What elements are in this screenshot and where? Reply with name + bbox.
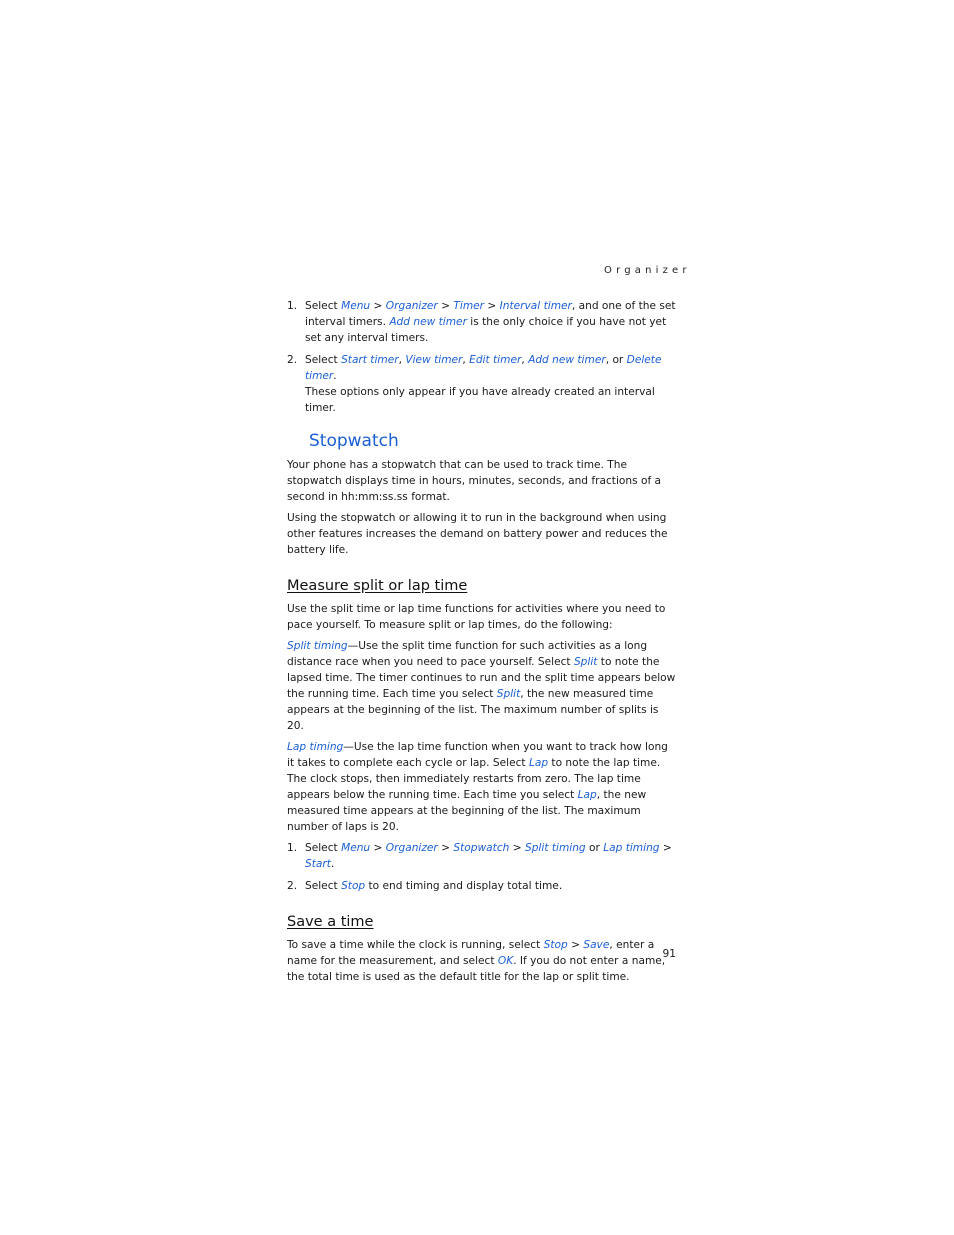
step-text xyxy=(305,354,661,382)
measure-steps xyxy=(287,840,677,894)
text-run: . xyxy=(330,858,335,870)
text-run: to note the lapsed time. The timer continues to run and the split time appears below the running time. Each time you select xyxy=(287,656,676,700)
step-text xyxy=(305,842,672,870)
text-run: > xyxy=(659,842,672,854)
step-number: 1. xyxy=(287,842,298,854)
text-run: to note the lap time. The clock stops, then immediately restarts from zero. The lap time appears below the running time. Each time you select xyxy=(287,757,661,801)
text-run: , xyxy=(521,354,529,366)
menu-term: Organizer xyxy=(385,300,438,312)
stopwatch-paragraph: Your phone has a stopwatch that can be used to track time. The stopwatch displays time in hours, minutes, seconds, and fractions of a second in hh:mm:ss.ss format. xyxy=(287,459,662,503)
menu-term: View timer xyxy=(405,354,463,366)
menu-term: Lap xyxy=(528,757,549,769)
page-body xyxy=(287,298,677,990)
text-run: > xyxy=(370,300,386,312)
text-run: , the new measured time appears at the beginning of the list. The maximum number of laps is 20. xyxy=(287,789,647,833)
menu-term: Timer xyxy=(453,300,485,312)
text-run: > xyxy=(437,842,454,854)
text-run: Select xyxy=(305,354,342,366)
text-run: , xyxy=(462,354,470,366)
text-run: , the new measured time appears at the beginning of the list. The maximum number of splits is 20. xyxy=(287,688,659,732)
text-run: or xyxy=(585,842,604,854)
lap-timing-paragraph xyxy=(287,739,677,835)
menu-term: Interval timer xyxy=(499,300,572,312)
menu-term: Lap xyxy=(577,789,597,801)
text-run: —Use the lap time function when you want to track how long it takes to complete each cycle or lap. Select xyxy=(287,741,668,769)
menu-term: Start timer xyxy=(341,354,399,366)
text-run: , enter a name for the measurement, and select xyxy=(287,939,655,967)
step-text xyxy=(305,880,562,892)
menu-term: Organizer xyxy=(385,842,438,854)
text-run: . xyxy=(333,370,337,382)
stopwatch-heading: Stopwatch xyxy=(309,431,399,451)
menu-term: Split timing xyxy=(287,640,348,652)
step-number: 1. xyxy=(287,300,298,312)
save-heading: Save a time xyxy=(287,914,374,930)
text-run: To save a time while the clock is running, select xyxy=(287,939,544,951)
text-run: is the only choice if you have not yet set any interval timers. xyxy=(305,316,667,344)
split-timing-paragraph xyxy=(287,638,677,734)
text-run: , or xyxy=(605,354,627,366)
text-run: . If you do not enter a name, the total time is used as the default title for the lap or split time. xyxy=(287,955,666,983)
save-paragraph xyxy=(287,937,677,985)
text-run: —Use the split time function for such activities as a long distance race when you need to pace yourself. Select xyxy=(287,640,648,668)
menu-term: Add new timer xyxy=(528,354,606,366)
text-run: , and one of the set interval timers. xyxy=(305,300,676,328)
text-run: to end timing and display total time. xyxy=(365,880,563,892)
step-item xyxy=(287,878,677,894)
menu-term: Delete timer xyxy=(305,354,662,382)
text-run: Select xyxy=(305,842,342,854)
page-number: 91 xyxy=(662,948,676,960)
step-item xyxy=(287,352,677,416)
menu-term: Stop xyxy=(341,880,366,892)
step-number: 2. xyxy=(287,880,298,892)
menu-term: Add new timer xyxy=(389,316,467,328)
interval-timer-steps xyxy=(287,298,677,416)
step-item xyxy=(287,840,677,872)
measure-heading: Measure split or lap time xyxy=(287,578,468,594)
menu-term: Edit timer xyxy=(469,354,522,366)
step-note: These options only appear if you have already created an interval timer. xyxy=(305,386,655,414)
menu-term: Save xyxy=(583,939,610,951)
menu-term: Lap timing xyxy=(287,741,344,753)
menu-term: Split xyxy=(496,688,521,700)
menu-term: Split timing xyxy=(524,842,586,854)
stopwatch-paragraph: Using the stopwatch or allowing it to run in the background when using other features increases the demand on battery power and reduces the battery life. xyxy=(287,512,668,556)
step-item xyxy=(287,298,677,346)
menu-term: Stopwatch xyxy=(453,842,510,854)
menu-term: Start xyxy=(305,858,331,870)
menu-term: Lap timing xyxy=(603,842,660,854)
menu-term: OK xyxy=(497,955,514,967)
measure-intro: Use the split time or lap time functions for activities where you need to pace yourself. To measure split or lap times, do the following: xyxy=(287,603,666,631)
menu-term: Menu xyxy=(341,300,371,312)
text-run: > xyxy=(567,939,584,951)
text-run: Select xyxy=(305,300,342,312)
text-run: , xyxy=(398,354,406,366)
text-run: > xyxy=(484,300,500,312)
running-head: Organizer xyxy=(604,265,691,276)
menu-term: Split xyxy=(573,656,598,668)
text-run: > xyxy=(437,300,454,312)
text-run: Select xyxy=(305,880,342,892)
text-run: > xyxy=(509,842,525,854)
menu-term: Menu xyxy=(341,842,371,854)
menu-term: Stop xyxy=(543,939,568,951)
step-text xyxy=(305,300,676,344)
step-number: 2. xyxy=(287,354,298,366)
text-run: > xyxy=(370,842,386,854)
